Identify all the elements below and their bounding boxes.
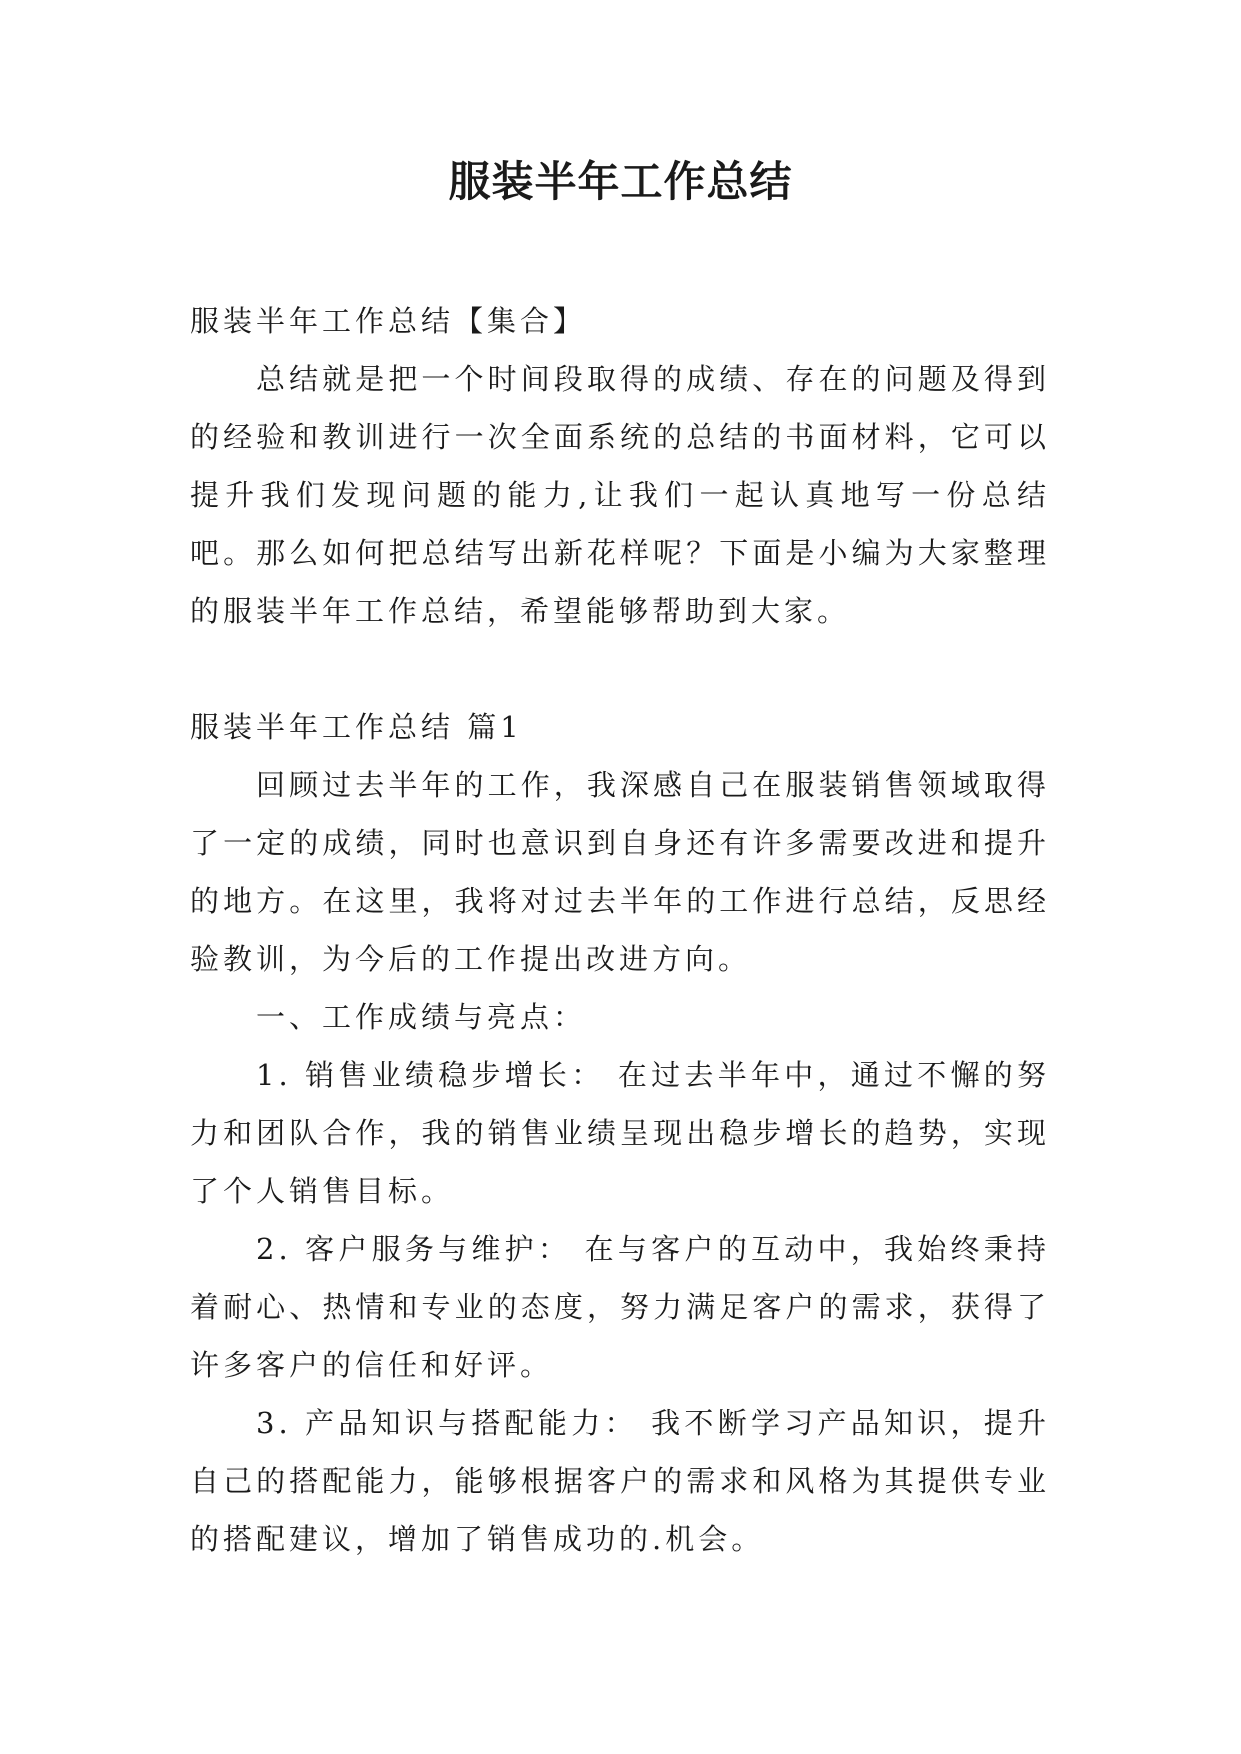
- section-body: [190, 756, 1050, 1568]
- document-title: 服装半年工作总结: [448, 157, 793, 206]
- list-item: 1. 销售业绩稳步增长： 在过去半年中，通过不懈的努力和团队合作，我的销售业绩呈现出稳步增长的趋势，实现了个人销售目标。: [190, 1058, 1050, 1208]
- subtitle-text: 服装半年工作总结【集合】: [190, 304, 587, 338]
- intro-text: 总结就是把一个时间段取得的成绩、存在的问题及得到的经验和教训进行一次全面系统的总结的书面材料，它可以提升我们发现问题的能力,让我们一起认真地写一份总结吧。那么如何把总结写出新花样呢？下面是小编为大家整理的服装半年工作总结，希望能够帮助到大家。: [190, 362, 1050, 628]
- list-heading: 一、工作成绩与亮点：: [256, 1000, 587, 1034]
- section-heading: [190, 698, 1050, 756]
- list-item: 3. 产品知识与搭配能力： 我不断学习产品知识，提升自己的搭配能力，能够根据客户的需求和风格为其提供专业的搭配建议，增加了销售成功的.机会。: [190, 1406, 1050, 1556]
- subtitle-heading: [190, 292, 1050, 350]
- paragraph: 回顾过去半年的工作，我深感自己在服装销售领域取得了一定的成绩，同时也意识到自身还有许多需要改进和提升的地方。在这里，我将对过去半年的工作进行总结，反思经验教训，为今后的工作提出改进方向。: [190, 768, 1050, 976]
- section-heading-text: 服装半年工作总结 篇1: [190, 710, 523, 744]
- intro-paragraph: [190, 350, 1050, 640]
- list-item: 2. 客户服务与维护： 在与客户的互动中，我始终秉持着耐心、热情和专业的态度，努力满足客户的需求，获得了许多客户的信任和好评。: [190, 1232, 1050, 1382]
